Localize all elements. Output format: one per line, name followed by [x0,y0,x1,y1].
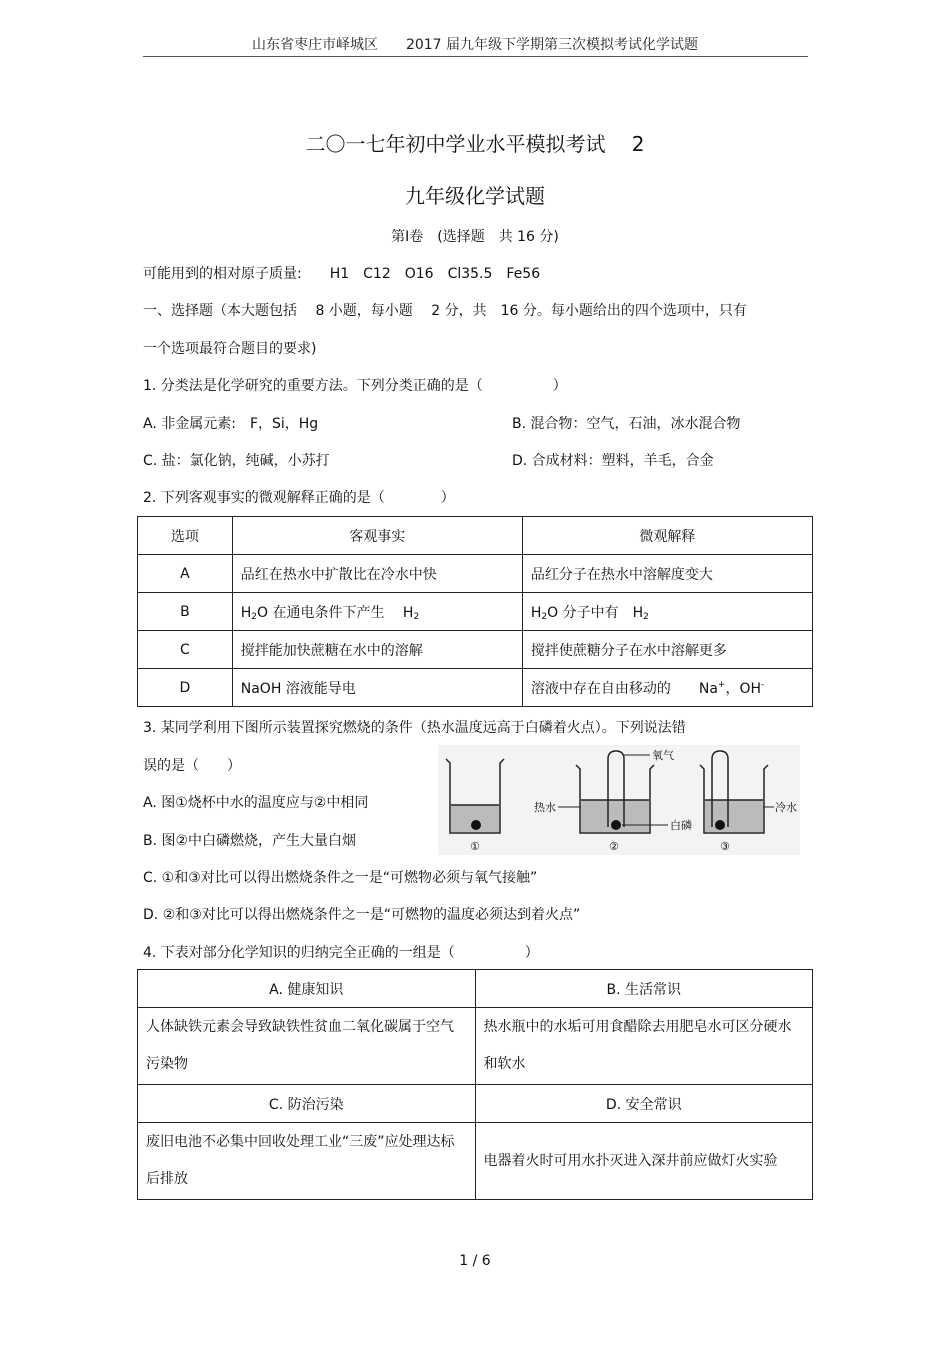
q3-option-a: A. 图①烧杯中水的温度应与②中相同 [143,795,369,811]
option-cell: C [138,631,233,669]
superscript: + [717,679,726,690]
q3-option-c: C. ①和③对比可以得出燃烧条件之一是“可燃物必须与氧气接触” [143,870,538,886]
fact-cell: 搅拌能加快蔗糖在水中的溶解 [232,631,522,669]
table-header-cell: D. 安全常识 [475,1085,812,1123]
table-header-cell: C. 防治污染 [138,1085,476,1123]
q1-stem: 1. 分类法是化学研究的重要方法。下列分类正确的是（ ） [143,378,567,394]
label-hot-water: 热水 [534,801,556,814]
figure-number-1: ① [470,840,480,853]
table-row [138,1008,813,1085]
q4-stem: 4. 下表对部分化学知识的归纳完全正确的一组是（ ） [143,945,539,961]
table-cell: 废旧电池不必集中回收处理工业“三废”应处理达标后排放 [138,1123,476,1200]
page-number: 1 / 6 [459,1253,491,1269]
formula-text: O 分子中有 H [547,604,644,621]
explanation-cell [522,593,812,631]
header-rule [143,56,808,57]
table-header-row [138,1085,813,1123]
figure-number-2: ② [609,840,619,853]
q3-stem-line2: 误的是（ ） [143,758,241,774]
label-oxygen: 氧气 [652,749,674,762]
white-phosphorus-icon [715,820,725,830]
section1-instruction-2: 一个选项最符合题目的要求) [143,341,317,357]
q4-table [137,969,813,1200]
formula-text: O 在通电条件下产生 H [257,604,414,621]
q1-option-c: C. 盐：氯化钠，纯碱，小苏打 [143,453,330,469]
table-cell: 人体缺铁元素会导致缺铁性贫血二氧化碳属于空气污染物 [138,1008,476,1085]
table-cell: 热水瓶中的水垢可用食醋除去用肥皂水可区分硬水和软水 [475,1008,812,1085]
table-row [138,1123,813,1200]
table-header-cell: B. 生活常识 [475,970,812,1008]
table-header-cell: 客观事实 [232,517,522,555]
q1-option-b: B. 混合物：空气，石油，冰水混合物 [512,416,741,432]
atomic-mass-line: 可能用到的相对原子质量: H1 C12 O16 Cl35.5 Fe56 [143,266,541,282]
fact-cell [232,593,522,631]
subscript: 2 [251,611,258,622]
table-row [138,555,813,593]
table-cell: 电器着火时可用水扑灭进入深井前应做灯火实验 [475,1123,812,1200]
fact-cell: NaOH 溶液能导电 [232,669,522,707]
q2-stem: 2. 下列客观事实的微观解释正确的是（ ） [143,490,455,506]
superscript: - [761,679,765,690]
table-header-row [138,517,813,555]
q3-option-d: D. ②和③对比可以得出燃烧条件之一是“可燃物的温度必须达到着火点” [143,907,581,923]
table-header-cell: 选项 [138,517,233,555]
section1-instruction-1: 一、选择题（本大题包括 8 小题，每小题 2 分，共 16 分。每小题给出的四个选项中，只有 [143,303,747,319]
q3-stem-line1: 3. 某同学利用下图所示装置探究燃烧的条件（热水温度远高于白磷着火点）。下列说法错 [143,720,686,736]
formula-text: H [530,604,542,621]
formula-text: 溶液中存在自由移动的 Na [530,680,718,697]
label-white-phosphorus: 白磷 [670,819,692,832]
subscript: 2 [541,611,548,622]
table-header-cell: A. 健康知识 [138,970,476,1008]
fact-cell: 品红在热水中扩散比在冷水中快 [232,555,522,593]
label-cold-water: 冷水 [775,801,797,814]
figure-number-3: ③ [720,840,730,853]
subscript: 2 [413,611,420,622]
combustion-apparatus-figure [438,745,800,855]
table-row [138,631,813,669]
option-cell: A [138,555,233,593]
exam-title: 二〇一七年初中学业水平模拟考试 2 [305,132,645,156]
white-phosphorus-icon [611,820,621,830]
exam-subtitle: 九年级化学试题 [405,184,545,208]
option-cell: B [138,593,233,631]
q3-option-b: B. 图②中白磷燃烧，产生大量白烟 [143,833,357,849]
table-row [138,669,813,707]
formula-text: H [240,604,252,621]
table-header-row [138,970,813,1008]
section-label: 第Ⅰ卷 (选择题 共 16 分) [391,229,559,245]
page-header: 山东省枣庄市峄城区 2017 届九年级下学期第三次模拟考试化学试题 [251,37,699,53]
q1-option-d: D. 合成材料：塑料，羊毛，合金 [512,453,714,469]
table-row [138,593,813,631]
q1-option-a: A. 非金属元素: F，Si，Hg [143,416,319,432]
table-header-cell: 微观解释 [522,517,812,555]
explanation-cell: 搅拌使蔗糖分子在水中溶解更多 [522,631,812,669]
formula-text: ，OH [725,680,762,697]
explanation-cell: 品红分子在热水中溶解度变大 [522,555,812,593]
q2-table [137,516,813,707]
white-phosphorus-icon [471,820,481,830]
subscript: 2 [643,611,649,622]
option-cell: D [138,669,233,707]
explanation-cell [522,669,812,707]
